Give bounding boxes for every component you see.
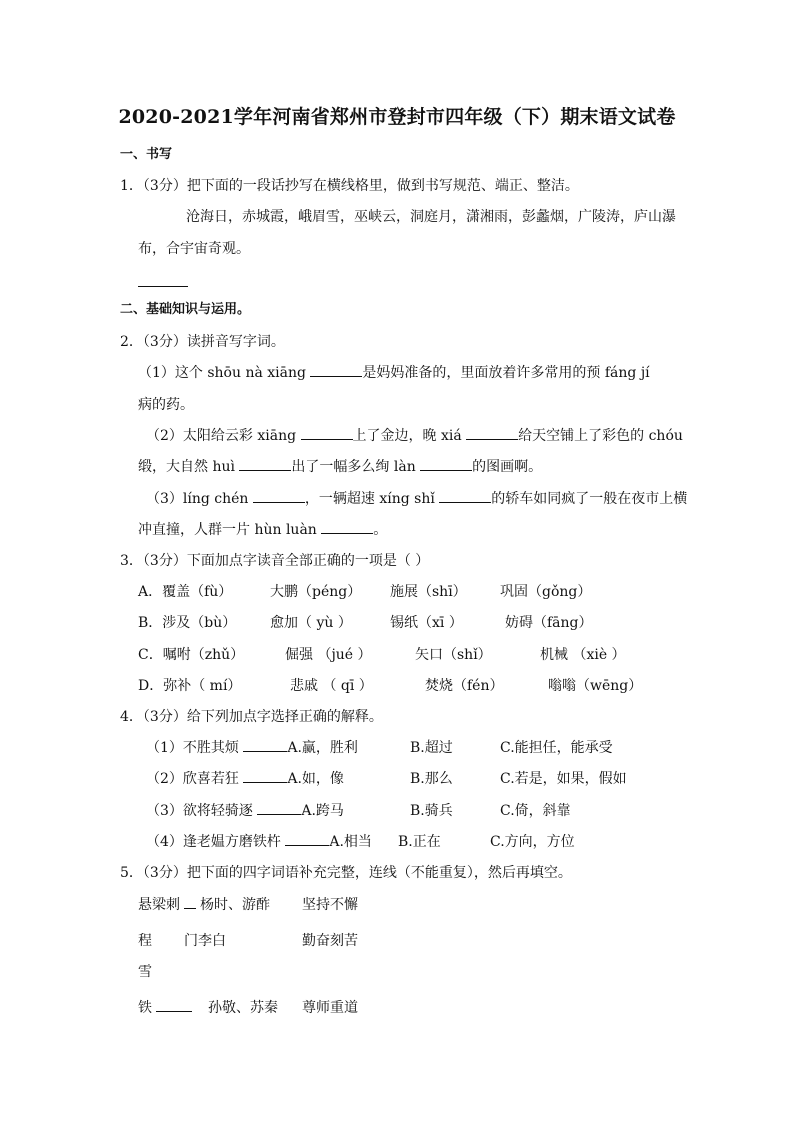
q3-option-c[interactable]: C．嘱咐（zhǔ） (138, 647, 245, 663)
q4-blank[interactable] (243, 739, 287, 752)
q2-line1 (138, 364, 650, 382)
q2-text: 的轿车如同疯了一般在夜市上横 (491, 491, 688, 507)
q3-word: 大鹏（péng） (270, 584, 362, 600)
q2-line3 (146, 427, 683, 445)
q2-blank[interactable] (239, 458, 291, 471)
q5-idiom-1 (138, 896, 196, 914)
q5-quality-2: 勤奋刻苦 (302, 933, 358, 949)
q2-blank[interactable] (253, 490, 305, 503)
section-heading-basics: 二、基础知识与运用。 (120, 302, 251, 317)
q3-word: 机械 （xiè ） (540, 647, 626, 663)
q4-choice-b[interactable]: B.超过 (410, 740, 453, 756)
q2-text: 给天空铺上了彩色的 chóu (518, 428, 683, 444)
q5-idiom-text: 悬梁刺 (138, 897, 180, 913)
q1-answer-blank[interactable] (138, 286, 188, 287)
q5-people-1: 杨时、游酢 (200, 897, 270, 913)
q3-option-b[interactable]: B．涉及（bù） (138, 615, 237, 631)
q2-text: 的图画啊。 (472, 459, 543, 475)
q2-text: （2）太阳给云彩 xiāng (146, 428, 301, 444)
q2-text: 缎，大自然 huì (138, 459, 240, 475)
q2-text: 冲直撞，人群一片 hùn luàn (138, 522, 322, 538)
q2-blank[interactable] (301, 427, 353, 440)
q5-idiom-4 (138, 999, 192, 1017)
q5-people-3: 孙敬、苏秦 (208, 1000, 278, 1016)
q4-blank[interactable] (243, 770, 287, 783)
q3-word: 矢口（shǐ） (415, 647, 492, 663)
q4-question: （3）欲将轻骑逐 (146, 803, 258, 819)
q3-word: 焚烧（fén） (425, 678, 504, 694)
q3-word: 妨碍（fāng） (505, 615, 593, 631)
q3-word: 倔强 （jué ） (285, 647, 372, 663)
q2-line6 (138, 521, 387, 539)
q4-item-1 (146, 739, 358, 757)
q2-blank[interactable] (321, 521, 373, 534)
q5-quality-1: 坚持不懈 (302, 897, 358, 913)
q1-passage-line1: 沧海日，赤城霞，峨眉雪，巫峡云，洞庭月，潇湘雨，彭蠡烟，广陵涛，庐山瀑 (186, 209, 676, 225)
q3-word: 巩固（gǒng） (500, 584, 592, 600)
q4-choice-b[interactable]: B.正在 (398, 834, 441, 850)
q2-blank[interactable] (310, 364, 362, 377)
q4-choice-c[interactable]: C.若是，如果，假如 (500, 771, 627, 787)
q1-stem: 1．（3分）把下面的一段话抄写在横线格里，做到书写规范、端正、整洁。 (120, 178, 579, 194)
q2-text: ，一辆超速 xíng shǐ (304, 491, 440, 507)
q3-word: 愈加（ yù ） (270, 615, 352, 631)
q2-text: （1）这个 shōu nà xiāng (138, 365, 311, 381)
q4-choice-a[interactable]: A.跨马 (301, 803, 344, 819)
q3-word: 锡纸（xī ） (390, 615, 463, 631)
q4-blank[interactable] (257, 802, 301, 815)
q2-blank[interactable] (420, 458, 472, 471)
q4-choice-c[interactable]: C.倚，斜靠 (500, 803, 571, 819)
q4-choice-a[interactable]: A.如，像 (287, 771, 344, 787)
q5-idiom-3: 雪 (138, 964, 152, 980)
q2-line4 (138, 458, 542, 476)
q1-passage-line2: 布，合宇宙奇观。 (138, 241, 250, 257)
q4-question: （4）逢老媪方磨铁杵 (146, 834, 286, 850)
q5-people-2: 门李白 (184, 933, 226, 949)
q5-idiom-2: 程 (138, 933, 152, 949)
q5-blank[interactable] (184, 896, 196, 909)
q2-line2: 病的药。 (138, 397, 194, 413)
q2-text: （3）líng chén (146, 491, 253, 507)
q4-stem: 4．（3分）给下列加点字选择正确的解释。 (120, 709, 383, 725)
q4-item-4 (146, 833, 372, 851)
q4-choice-b[interactable]: B.那么 (410, 771, 453, 787)
q3-word: 施展（shī） (390, 584, 467, 600)
q5-idiom-text: 铁 (138, 1000, 152, 1016)
q2-line5 (146, 490, 687, 508)
q4-question: （2）欣喜若狂 (146, 771, 244, 787)
q4-item-2 (146, 770, 344, 788)
q4-choice-c[interactable]: C.能担任，能承受 (500, 740, 613, 756)
q5-quality-3: 尊师重道 (302, 1000, 358, 1016)
q2-text: 出了一幅多么绚 làn (291, 459, 421, 475)
q3-word: 悲戚 （ qī ） (290, 678, 373, 694)
q3-option-d[interactable]: D．弥补（ mí） (138, 678, 242, 694)
q2-blank[interactable] (466, 427, 518, 440)
q3-option-a[interactable]: A．覆盖（fù） (138, 584, 233, 600)
q4-choice-a[interactable]: A.相当 (329, 834, 372, 850)
q2-blank[interactable] (439, 490, 491, 503)
q5-blank[interactable] (156, 999, 192, 1012)
q4-item-3 (146, 802, 344, 820)
page-title: 2020-2021学年河南省郑州市登封市四年级（下）期末语文试卷 (118, 106, 676, 128)
section-heading-writing: 一、书写 (120, 147, 173, 162)
q4-choice-a[interactable]: A.赢，胜利 (287, 740, 358, 756)
q3-stem: 3．（3分）下面加点字读音全部正确的一项是（ ） (120, 553, 430, 569)
q3-word: 嗡嗡（wēng） (548, 678, 643, 694)
q2-text: 是妈妈准备的，里面放着许多常用的预 fáng jí (362, 365, 650, 381)
q4-question: （1）不胜其烦 (146, 740, 244, 756)
q4-choice-b[interactable]: B.骑兵 (410, 803, 453, 819)
q5-stem: 5．（3分）把下面的四字词语补充完整，连线（不能重复），然后再填空。 (120, 865, 572, 881)
q4-blank[interactable] (285, 833, 329, 846)
q2-stem: 2．（3分）读拼音写字词。 (120, 334, 285, 350)
q2-text: 。 (373, 522, 388, 538)
q2-text: 上了金边，晚 xiá (352, 428, 467, 444)
q4-choice-c[interactable]: C.方向，方位 (490, 834, 575, 850)
